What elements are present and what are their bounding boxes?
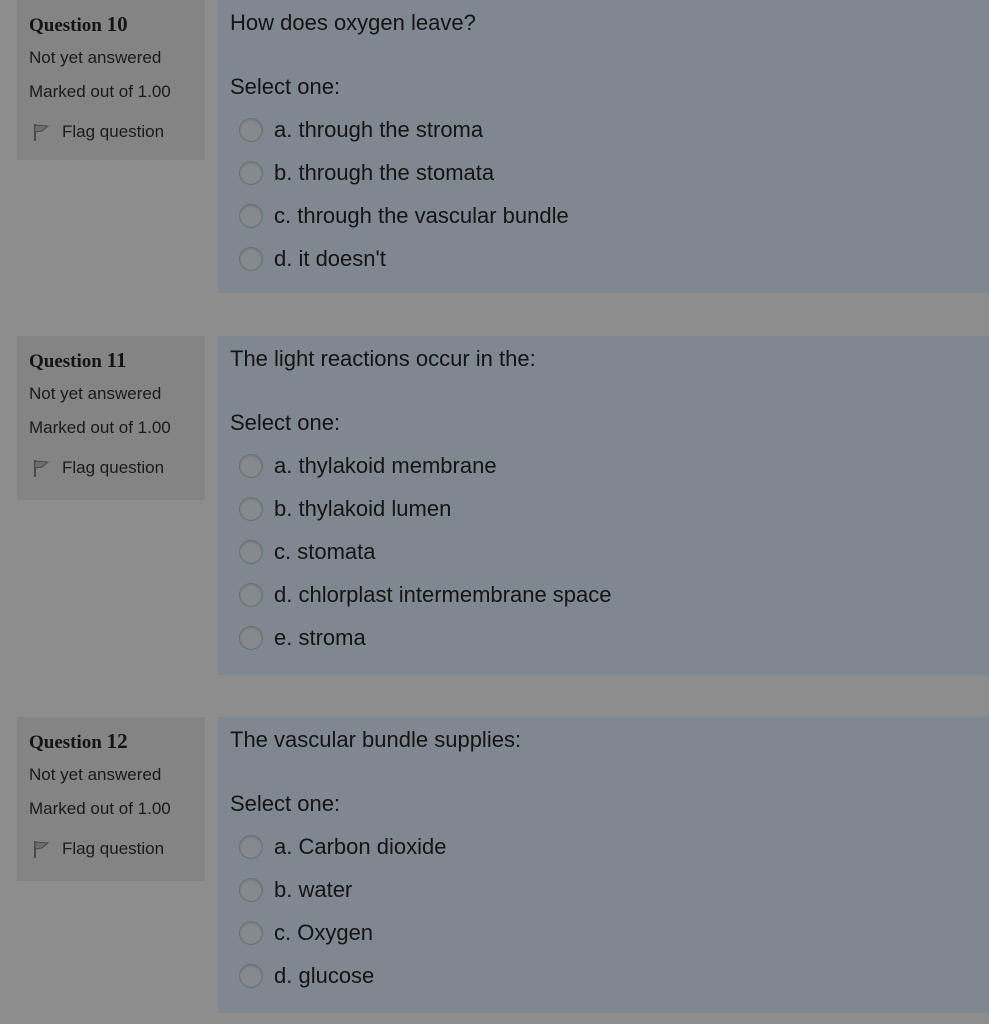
answer-label: d. glucose: [274, 962, 375, 988]
answer-label: a. thylakoid membrane: [274, 452, 497, 478]
question-state: Not yet answered: [29, 765, 162, 784]
question-number: Question 12: [29, 729, 128, 753]
flag-question-button[interactable]: [29, 122, 205, 142]
radio-button[interactable]: [239, 204, 263, 228]
answer-option-c[interactable]: [230, 530, 989, 573]
question-info: [17, 717, 205, 881]
radio-button[interactable]: [239, 540, 263, 564]
select-one-prompt: Select one:: [230, 74, 341, 99]
question-number: Question 11: [29, 348, 127, 372]
answer-option-d[interactable]: [230, 237, 989, 280]
question-content: [218, 0, 989, 293]
flag-question-button[interactable]: [29, 458, 205, 478]
question-state: Not yet answered: [29, 384, 162, 403]
question-info: [17, 0, 205, 160]
answer-label: b. through the stomata: [274, 159, 495, 185]
answer-label: d. it doesn't: [274, 245, 386, 271]
answer-label: c. through the vascular bundle: [274, 202, 569, 228]
answer-label: b. water: [274, 876, 353, 902]
question-grade: Marked out of 1.00: [29, 799, 171, 818]
flag-icon: [32, 122, 52, 142]
answer-label: e. stroma: [274, 624, 366, 650]
answer-option-d[interactable]: [230, 573, 989, 616]
answer-label: c. Oxygen: [274, 919, 374, 945]
answer-option-b[interactable]: [230, 151, 989, 194]
radio-button[interactable]: [239, 921, 263, 945]
answer-options: [230, 444, 989, 659]
question-grade: Marked out of 1.00: [29, 82, 171, 101]
flag-icon: [32, 839, 52, 859]
answer-label: a. Carbon dioxide: [274, 833, 447, 859]
answer-option-d[interactable]: [230, 954, 989, 997]
answer-option-b[interactable]: [230, 487, 989, 530]
question-text: The vascular bundle supplies:: [230, 727, 522, 752]
radio-button[interactable]: [239, 878, 263, 902]
answer-label: b. thylakoid lumen: [274, 495, 452, 521]
answer-label: a. through the stroma: [274, 116, 484, 142]
answer-option-c[interactable]: [230, 194, 989, 237]
radio-button[interactable]: [239, 964, 263, 988]
radio-button[interactable]: [239, 161, 263, 185]
radio-button[interactable]: [239, 247, 263, 271]
select-one-prompt: Select one:: [230, 410, 341, 435]
radio-button[interactable]: [239, 835, 263, 859]
radio-button[interactable]: [239, 626, 263, 650]
question-content: [218, 717, 989, 1013]
flag-icon: [32, 458, 52, 478]
answer-label: c. stomata: [274, 538, 376, 564]
answer-option-a[interactable]: [230, 825, 989, 868]
radio-button[interactable]: [239, 118, 263, 142]
flag-question-label: Flag question: [62, 122, 165, 141]
answer-option-e[interactable]: [230, 616, 989, 659]
answer-option-b[interactable]: [230, 868, 989, 911]
radio-button[interactable]: [239, 454, 263, 478]
question-text: The light reactions occur in the:: [230, 346, 536, 371]
question-number: Question 10: [29, 12, 128, 36]
question-grade: Marked out of 1.00: [29, 418, 171, 437]
question-text: How does oxygen leave?: [230, 10, 476, 35]
answer-option-c[interactable]: [230, 911, 989, 954]
answer-label: d. chlorplast intermembrane space: [274, 581, 612, 607]
flag-question-label: Flag question: [62, 458, 165, 477]
radio-button[interactable]: [239, 583, 263, 607]
flag-question-label: Flag question: [62, 839, 165, 858]
answer-options: [230, 825, 989, 997]
flag-question-button[interactable]: [29, 839, 205, 859]
select-one-prompt: Select one:: [230, 791, 341, 816]
answer-option-a[interactable]: [230, 108, 989, 151]
answer-option-a[interactable]: [230, 444, 989, 487]
question-state: Not yet answered: [29, 48, 162, 67]
answer-options: [230, 108, 989, 280]
question-content: [218, 336, 989, 675]
question-info: [17, 336, 205, 500]
radio-button[interactable]: [239, 497, 263, 521]
